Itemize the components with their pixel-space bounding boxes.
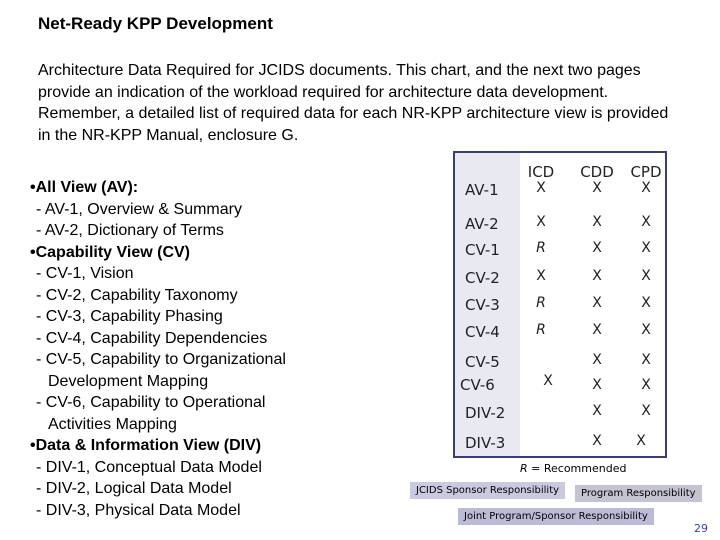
recommended-symbol: R — [520, 462, 528, 475]
table-cell: X — [543, 373, 553, 389]
architecture-view-outline — [30, 177, 450, 521]
page-number: 29 — [694, 522, 708, 535]
outline-item: - DIV-1, Conceptual Data Model — [36, 458, 262, 476]
sponsor-responsibility-legend: JCIDS Sponsor Responsibility — [410, 482, 565, 499]
outline-item: •Capability View (CV) — [30, 243, 191, 261]
table-cell: X — [641, 240, 651, 256]
outline-item: - DIV-3, Physical Data Model — [36, 501, 241, 519]
intro-paragraph: Architecture Data Required for JCIDS documents. This chart, and the next two pages provide an indication of the workload required for architecture data development. Remember, a detailed list of required data for each NR-KPP architecture view is provided in the NR-KPP Manual, enclosure G. — [38, 62, 669, 144]
table-cell: X — [636, 433, 646, 449]
outline-item: - CV-6, Capability to Operational — [36, 394, 266, 411]
column-header: CDD — [580, 163, 614, 181]
table-cell: X — [592, 295, 602, 311]
joint-responsibility-legend: Joint Program/Sponsor Responsibility — [458, 508, 654, 525]
table-cell: X — [641, 403, 651, 419]
outline-item: Development Mapping — [48, 372, 209, 390]
row-label: DIV-3 — [465, 434, 506, 452]
table-cell: X — [536, 180, 546, 196]
row-label: CV-3 — [465, 296, 500, 314]
slide-title: Net-Ready KPP Development — [38, 14, 273, 33]
table-cell: X — [592, 403, 602, 419]
table-cell: R — [536, 322, 546, 338]
outline-item: - CV-3, Capability Phasing — [36, 308, 223, 325]
row-label: CV-5 — [465, 353, 500, 371]
table-cell: X — [641, 352, 651, 368]
outline-item: - DIV-2, Logical Data Model — [36, 480, 232, 497]
outline-item: - CV-5, Capability to Organizational — [36, 351, 286, 368]
program-responsibility-legend: Program Responsibility — [575, 485, 702, 502]
table-cell: X — [592, 180, 602, 196]
outline-item: - AV-2, Dictionary of Terms — [36, 222, 224, 239]
column-header: CPD — [630, 163, 662, 181]
table-cell: X — [592, 352, 602, 368]
table-cell: X — [641, 214, 651, 230]
table-cell: X — [641, 268, 651, 284]
row-label: CV-2 — [465, 269, 500, 287]
column-header: ICD — [527, 163, 555, 181]
table-cell: X — [641, 295, 651, 311]
outline-item: - CV-1, Vision — [36, 265, 134, 282]
table-cell: X — [592, 268, 602, 284]
outline-item: Activities Mapping — [48, 415, 177, 433]
kpp-matrix — [453, 151, 667, 458]
table-cell: X — [592, 214, 602, 230]
outline-item: - CV-2, Capability Taxonomy — [36, 286, 238, 304]
table-cell: X — [592, 322, 602, 338]
table-cell: R — [536, 240, 546, 256]
table-cell: X — [641, 180, 651, 196]
table-cell: X — [536, 268, 546, 284]
recommended-legend — [520, 462, 626, 475]
table-cell: R — [536, 295, 546, 311]
row-label: CV-1 — [465, 241, 500, 259]
row-label: AV-1 — [465, 181, 499, 199]
row-label: DIV-2 — [465, 404, 506, 422]
row-label: CV-4 — [465, 323, 500, 341]
table-cell: X — [592, 240, 602, 256]
table-cell: X — [592, 433, 602, 449]
table-cell: X — [641, 322, 651, 338]
outline-item: •Data & Information View (DIV) — [30, 437, 262, 454]
row-label: AV-2 — [465, 215, 499, 233]
outline-item: - CV-4, Capability Dependencies — [36, 329, 268, 347]
table-cell: X — [592, 377, 602, 393]
recommended-text: = Recommended — [527, 462, 627, 475]
outline-item: - AV-1, Overview & Summary — [36, 200, 242, 218]
row-label: CV-6 — [460, 376, 495, 394]
outline-item: •All View (AV): — [30, 179, 139, 196]
table-cell: X — [536, 214, 546, 230]
table-cell: X — [641, 377, 651, 393]
